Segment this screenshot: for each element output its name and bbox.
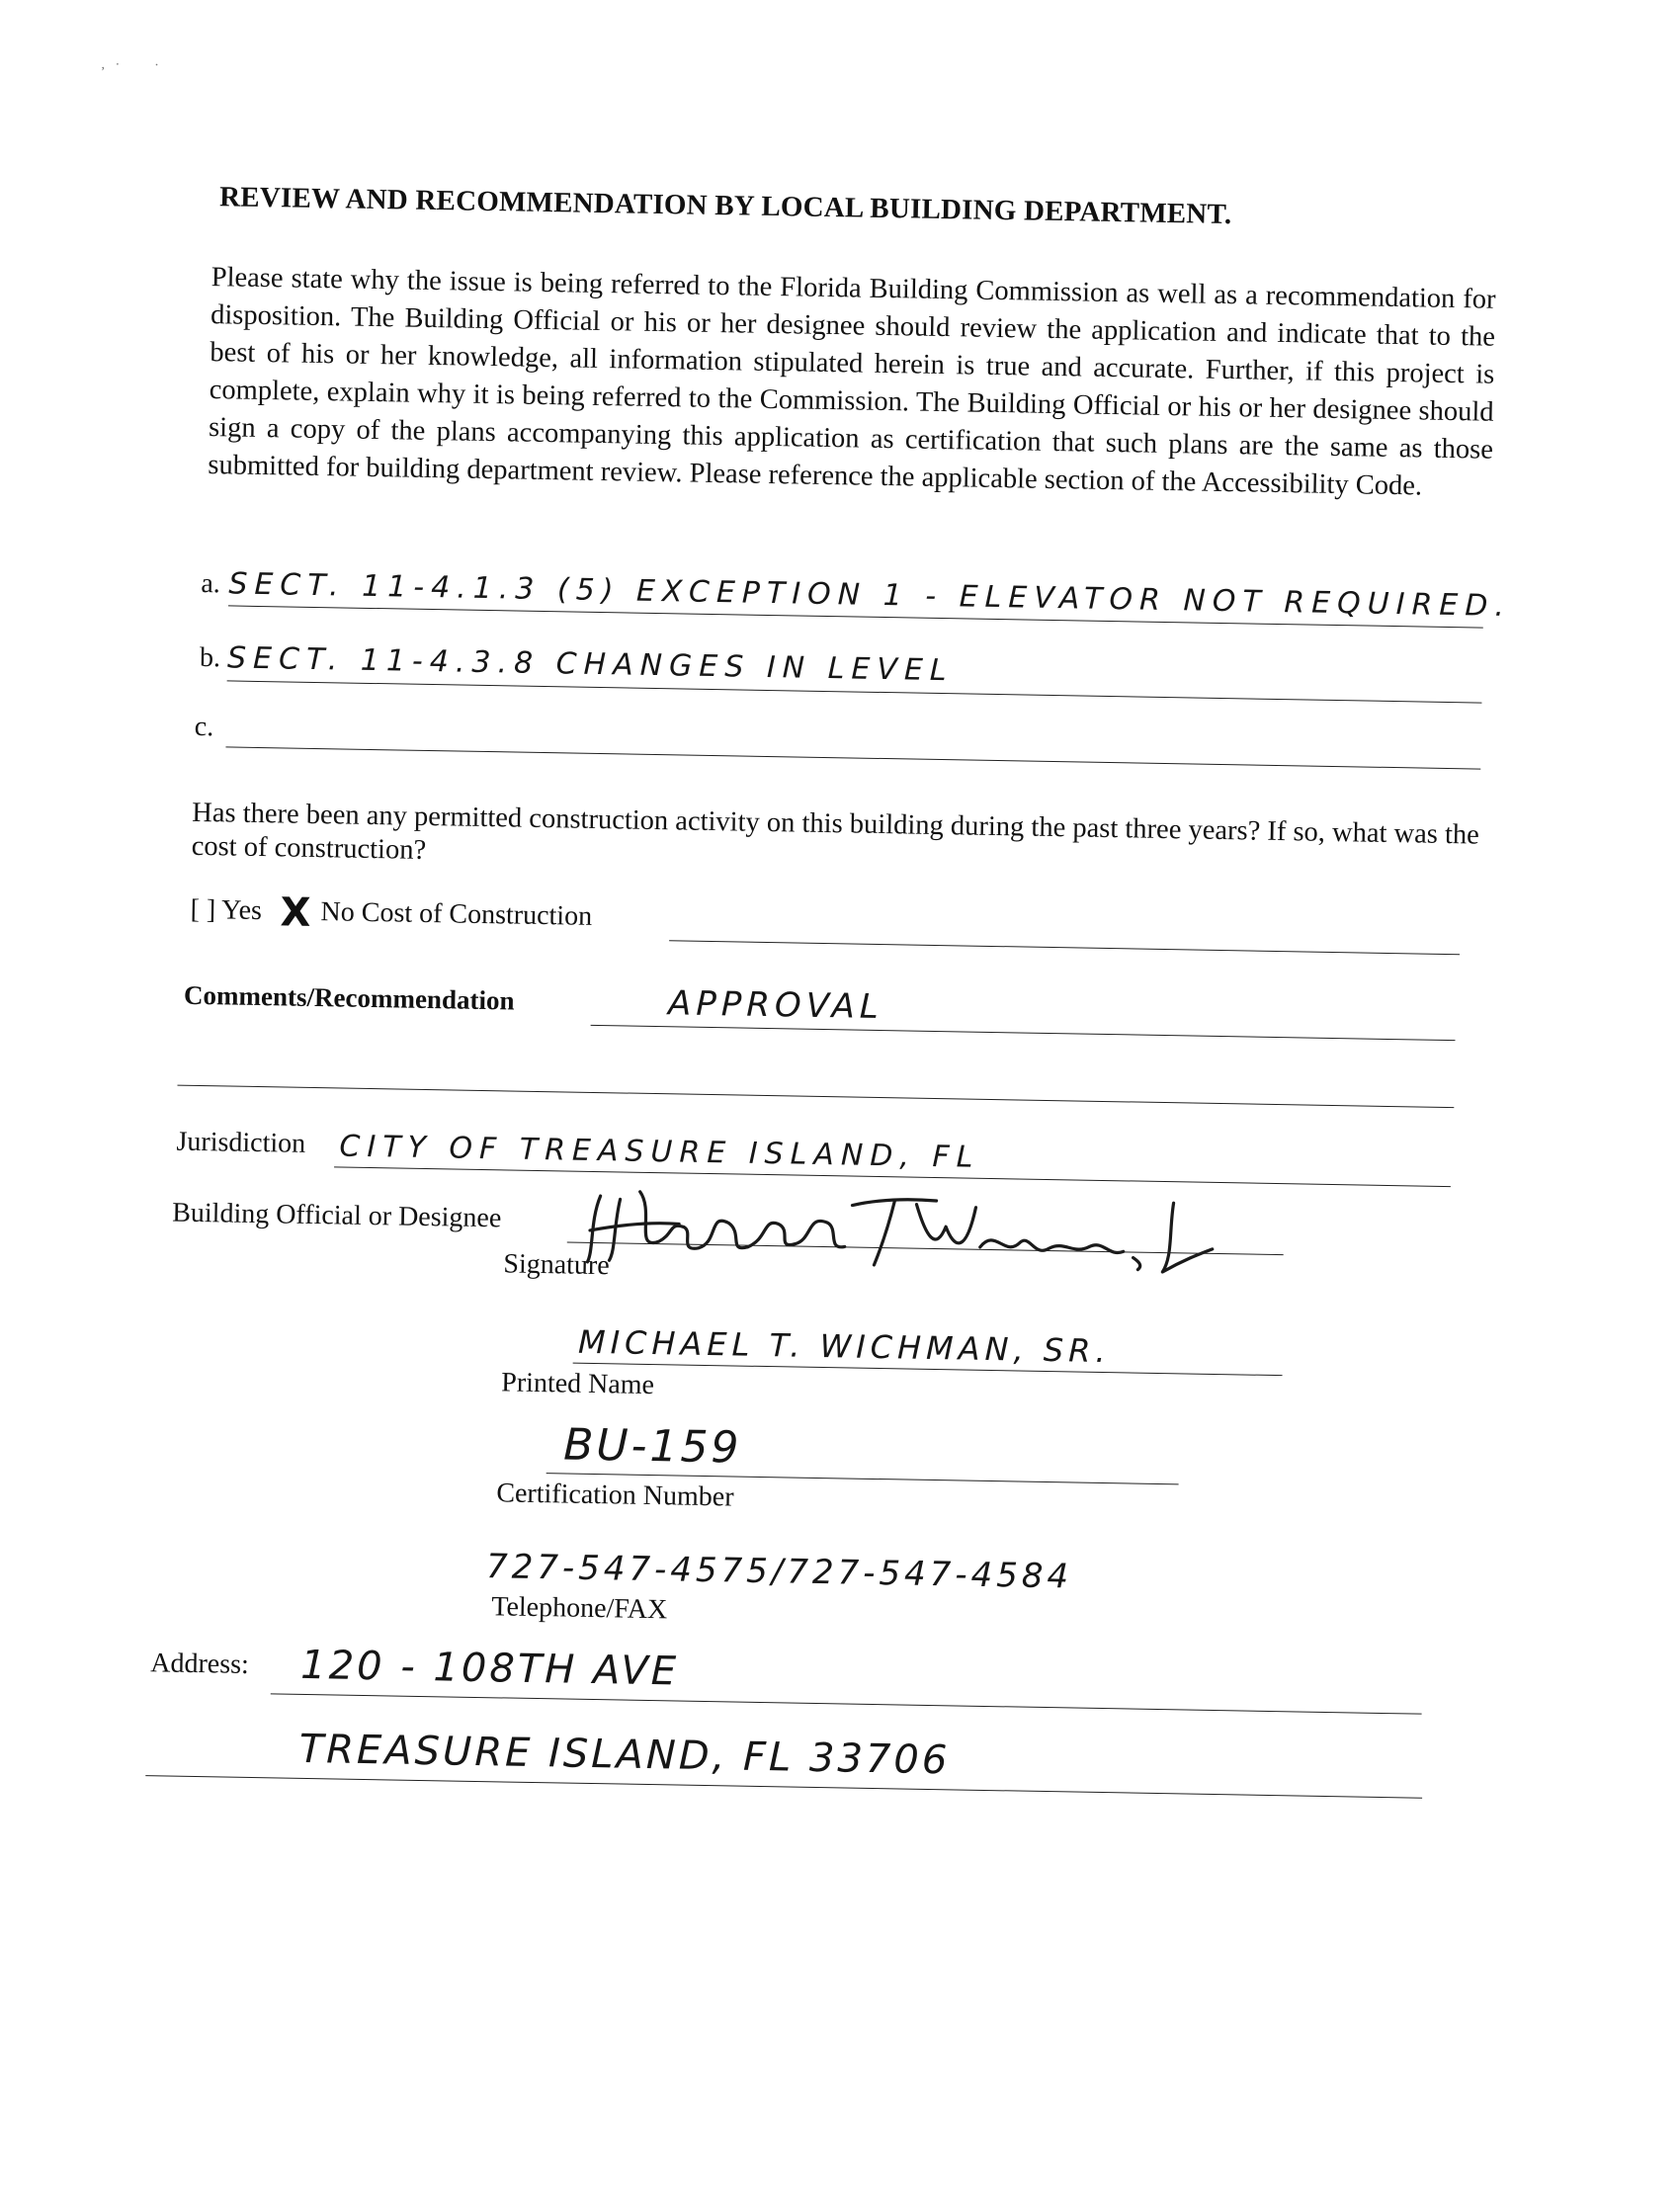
signature-label: Signature bbox=[503, 1248, 610, 1282]
item-a-value[interactable]: SECT. 11-4.1.3 (5) EXCEPTION 1 - ELEVATOR NOT REQUIRED. bbox=[228, 566, 1512, 625]
comments-line-2 bbox=[177, 1085, 1454, 1109]
address-line-1-rule bbox=[271, 1693, 1422, 1714]
comments-label: Comments/Recommendation bbox=[183, 979, 515, 1016]
jurisdiction-value[interactable]: CITY OF TREASURE ISLAND, FL bbox=[339, 1129, 980, 1175]
item-b-value[interactable]: SECT. 11-4.3.8 CHANGES IN LEVEL bbox=[226, 640, 954, 689]
item-c-line bbox=[225, 746, 1480, 769]
no-cost-label: No Cost of Construction bbox=[320, 896, 593, 932]
jurisdiction-label: Jurisdiction bbox=[176, 1126, 306, 1159]
instructions-paragraph: Please state why the issue is being referred to the Florida Building Commission as well as a recommendation for disposition. The Building Official or his or her designee should review the application and indicate that to the best of his or her knowledge, all information stipulated herein is true and accurate. Further, if this project is complete, explain why it is being referred to the Commission. The Building Official or his or her designee should sign a copy of the plans accompanying this application as certification that such plans are the same as those submitted for building department review. Please reference the applicable section of the Accessibility Code. bbox=[208, 262, 1496, 502]
address-line-2[interactable]: TREASURE ISLAND, FL 33706 bbox=[298, 1726, 951, 1784]
no-checkbox-mark[interactable]: X bbox=[280, 889, 311, 936]
comments-line-1 bbox=[591, 1025, 1456, 1041]
scan-specks: , · · bbox=[101, 57, 159, 74]
comments-value[interactable]: APPROVAL bbox=[667, 983, 884, 1028]
signature-image bbox=[579, 1181, 1252, 1282]
cert-value[interactable]: BU-159 bbox=[562, 1419, 742, 1474]
form-heading: REVIEW AND RECOMMENDATION BY LOCAL BUILDING DEPARTMENT. bbox=[218, 181, 1232, 231]
printed-name-value[interactable]: MICHAEL T. WICHMAN, SR. bbox=[577, 1322, 1111, 1371]
cost-line bbox=[669, 940, 1460, 955]
official-label: Building Official or Designee bbox=[171, 1197, 502, 1234]
item-a-marker: a. bbox=[201, 567, 221, 600]
yes-checkbox-label[interactable]: [ ] Yes bbox=[190, 893, 263, 927]
phone-value[interactable]: 727-547-4575/727-547-4584 bbox=[485, 1547, 1073, 1597]
address-label: Address: bbox=[150, 1648, 250, 1680]
address-line-1[interactable]: 120 - 108TH AVE bbox=[299, 1642, 680, 1695]
printed-name-label: Printed Name bbox=[501, 1367, 655, 1401]
phone-label: Telephone/FAX bbox=[491, 1591, 668, 1626]
construction-question: Has there been any permitted construction activity on this building during the past three years? If so, what was the cost of construction? bbox=[191, 797, 1480, 866]
cert-label: Certification Number bbox=[496, 1478, 734, 1513]
item-b-marker: b. bbox=[199, 641, 221, 674]
item-c-marker: c. bbox=[194, 711, 214, 743]
